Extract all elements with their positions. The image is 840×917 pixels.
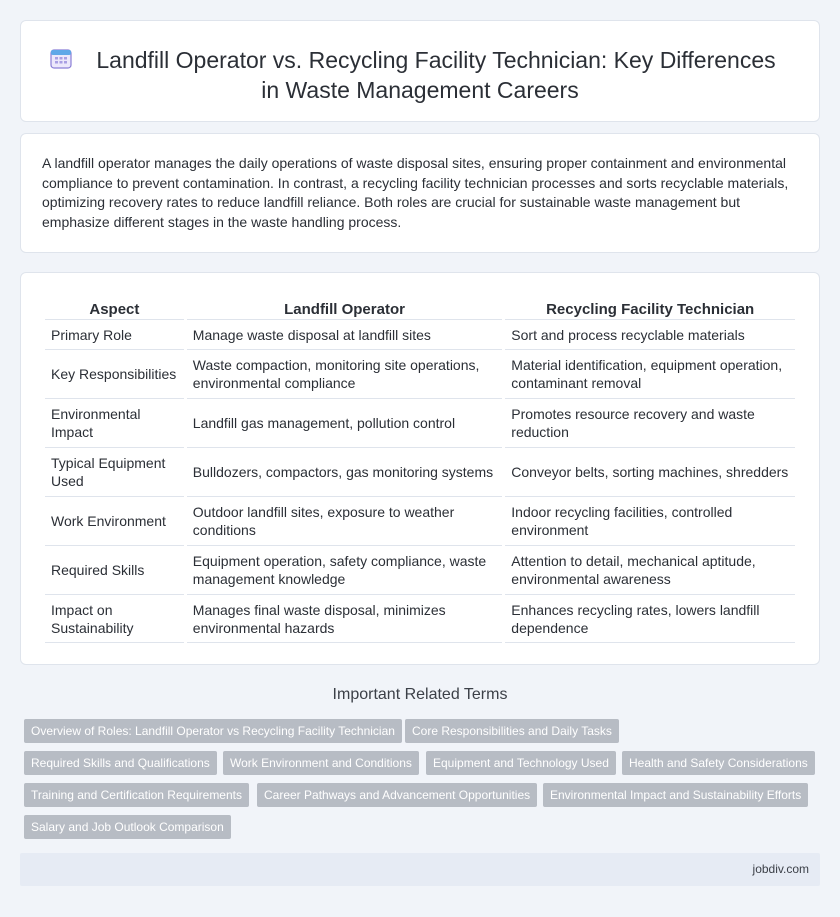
related-term-tag[interactable]: Health and Safety Considerations — [622, 751, 815, 775]
header-landfill-operator: Landfill Operator — [284, 301, 405, 318]
table-row — [45, 349, 795, 398]
related-term-tag[interactable]: Work Environment and Conditions — [223, 751, 419, 775]
table-cell: Landfill gas management, pollution control — [187, 398, 503, 447]
table-cell: Key Responsibilities — [45, 349, 184, 398]
table-cell: Enhances recycling rates, lowers landfill dependence — [505, 594, 795, 643]
page-title-line1: Landfill Operator vs. Recycling Facility Technician: Key Differences — [96, 47, 776, 73]
related-term-tag[interactable]: Required Skills and Qualifications — [24, 751, 217, 775]
table-cell: Manages final waste disposal, minimizes environmental hazards — [187, 594, 503, 643]
header-aspect: Aspect — [89, 301, 140, 318]
comparison-card — [20, 272, 820, 665]
table-header-row — [45, 295, 795, 319]
related-term-tag[interactable]: Salary and Job Outlook Comparison — [24, 815, 231, 839]
related-term-tag[interactable]: Environmental Impact and Sustainability Efforts — [543, 783, 808, 807]
table-cell: Work Environment — [45, 496, 184, 545]
table-cell: Primary Role — [45, 319, 184, 349]
table-cell: Required Skills — [45, 545, 184, 594]
related-term-tag[interactable]: Overview of Roles: Landfill Operator vs Recycling Facility Technician — [24, 719, 402, 743]
table-cell: Promotes resource recovery and waste reduction — [505, 398, 795, 447]
footer — [20, 853, 820, 886]
related-terms-title: Important Related Terms — [332, 686, 508, 703]
related-term-tag[interactable]: Training and Certification Requirements — [24, 783, 249, 807]
intro-paragraph: A landfill operator manages the daily operations of waste disposal sites, ensuring proper containment and environmental compliance to prevent contamination. In contrast, a recycling facility technician processes and sorts recyclable materials, optimizing recovery rates to reduce landfill reliance. Both roles are crucial for sustainable waste management but emphasize different stages in the waste handling process. — [42, 155, 789, 230]
comparison-table — [42, 295, 798, 643]
table-cell: Bulldozers, compactors, gas monitoring systems — [187, 447, 503, 496]
table-cell: Environmental Impact — [45, 398, 184, 447]
page-title-line2: in Waste Management Careers — [261, 77, 579, 103]
header-recycling-technician: Recycling Facility Technician — [546, 301, 755, 318]
table-cell: Sort and process recyclable materials — [505, 319, 795, 349]
table-cell: Impact on Sustainability — [45, 594, 184, 643]
table-cell: Material identification, equipment operation, contaminant removal — [505, 349, 795, 398]
table-row — [45, 398, 795, 447]
footer-site-link[interactable]: jobdiv.com — [752, 862, 809, 876]
table-cell: Indoor recycling facilities, controlled environment — [505, 496, 795, 545]
table-row — [45, 447, 795, 496]
table-row — [45, 545, 795, 594]
table-cell: Conveyor belts, sorting machines, shredders — [505, 447, 795, 496]
table-row — [45, 319, 795, 349]
table-cell: Attention to detail, mechanical aptitude, environmental awareness — [505, 545, 795, 594]
table-cell: Waste compaction, monitoring site operations, environmental compliance — [187, 349, 503, 398]
intro-card — [20, 133, 820, 253]
table-cell: Manage waste disposal at landfill sites — [187, 319, 503, 349]
table-cell: Equipment operation, safety compliance, waste management knowledge — [187, 545, 503, 594]
table-cell: Typical Equipment Used — [45, 447, 184, 496]
table-cell: Outdoor landfill sites, exposure to weather conditions — [187, 496, 503, 545]
title-card — [20, 20, 820, 122]
related-term-tag[interactable]: Equipment and Technology Used — [426, 751, 616, 775]
page-title — [21, 45, 819, 105]
related-term-tag[interactable]: Career Pathways and Advancement Opportunities — [257, 783, 537, 807]
table-row — [45, 496, 795, 545]
related-term-tag[interactable]: Core Responsibilities and Daily Tasks — [405, 719, 619, 743]
table-row — [45, 594, 795, 643]
